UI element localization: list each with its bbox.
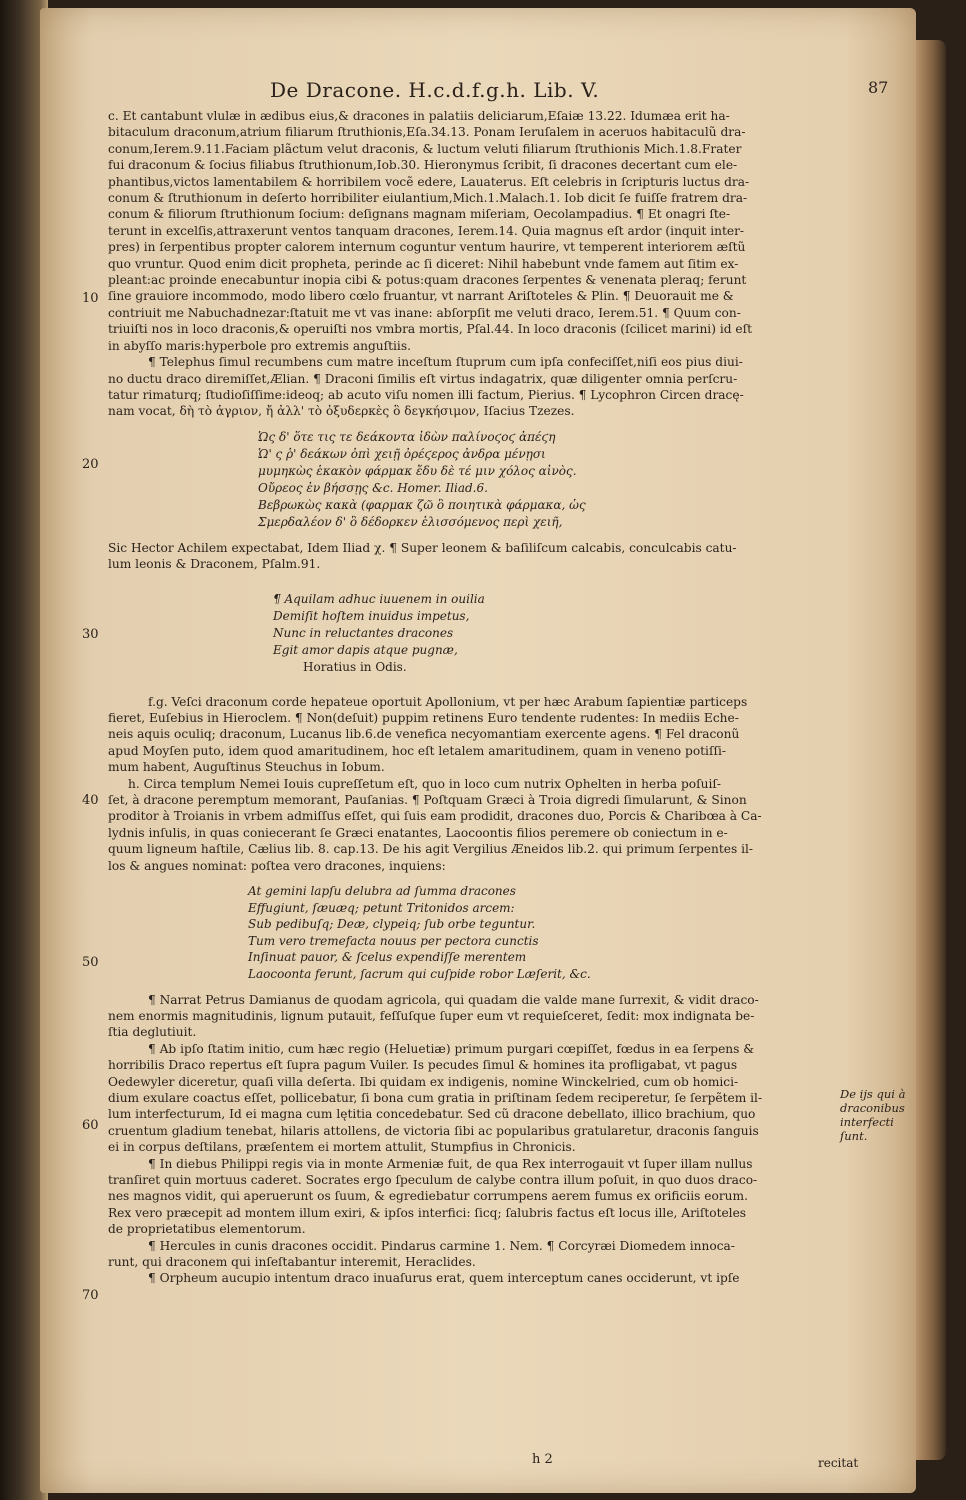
page-edge (916, 40, 946, 1460)
text-line: tranſiret quin mortuus caderet. Socrates ergo ſpeculum de calybe contra illum poſuit, in quo duos draco- (108, 1173, 758, 1188)
verse-line: ¶ Aquilam adhuc iuuenem in ouilia (273, 591, 485, 606)
paragraph-4 (108, 694, 828, 776)
verse-line: μυμηκὼς ἑκακὸν φάρμακ ἔδυ δὲ τέ μιν χόλος αἰνὸς. (258, 463, 577, 478)
text-line: tatur rimaturq; ſtudioſiſſime:ideoq; ab acuto viſu nomen illi factum, Pierius. ¶ Lycophron Circen dracę- (108, 387, 744, 402)
text-line: dium exulare coactus eſſet, pollicebatur, ſi bona cum gratia in priſtinam ſedem reciperetur, ſe ſerpẽtem il- (108, 1091, 763, 1105)
text-line: bitaculum draconum,atrium filiarum ſtruthionis,Eſa.34.13. Ponam Ieruſalem in aceruos habitaculũ dra- (108, 125, 746, 140)
line-number: 50 (82, 955, 99, 970)
spacer (108, 676, 828, 694)
paragraph-10 (108, 1270, 828, 1286)
text-line: fui draconum & ſocius filiabus ſtruthionum,Iob.30. Hieronymus ſcribit, ſi dracones decertant cum ele- (108, 158, 738, 173)
verse-line: Inſinuat pauor, & ſcelus expendiſſe merentem (248, 950, 527, 965)
text-line: ſet, à dracone peremptum memorant, Pauſanias. ¶ Poſtquam Græci à Troia digredi ſimularunt, & Sinon (108, 792, 747, 807)
text-line: conum & filiorum ſtruthionum ſocium: deſignans magnam miſeriam, Oecolampadius. ¶ Et onagri ſte- (108, 207, 731, 222)
text-line: ei in corpus deſtilans, præſentem ei mortem attulit, Stumpfius in Chronicis. (108, 1140, 576, 1155)
verse-line: At gemini lapſu delubra ad ſumma dracones (248, 884, 516, 898)
text-line: phantibus,victos lamentabilem & horribilem vocẽ edere, Lauaterus. Eſt celebris in ſcripturis luctus dra- (108, 174, 750, 189)
spacer (108, 531, 828, 540)
text-line: contriuit me Nabuchadnezar:ſtatuit me vt vas inane: abſorpſit me veluti draco, Ierem.51. ¶ Quum con- (108, 305, 741, 320)
paragraph-6 (108, 992, 828, 1041)
paragraph-3 (108, 540, 828, 573)
text-line: in abyſſo maris:hyperbole pro extremis anguſtiis. (108, 338, 411, 353)
line-number: 60 (82, 1118, 99, 1133)
text-line: h. Circa templum Nemei Iouis cupreſſetum eſt, quo in loco cum nutrix Ophelten in herba poſuiſ- (128, 776, 721, 791)
text-line: ſtia deglutiuit. (108, 1025, 197, 1040)
text-line: nem enormis magnitudinis, lignum putauit, feſſuſque ſuper eum vt requieſceret, ſedit: mox indignata be- (108, 1008, 755, 1023)
verse-line: Tum vero tremefacta nouus per pectora cunctis (248, 933, 539, 948)
text-line: los & angues nominat: poſtea vero dracones, inquiens: (108, 858, 446, 873)
text-line: fieret, Euſebius in Hieroclem. ¶ Non(deſuit) puppim retinens Euro tendente rudentes: In mediis Eche- (108, 710, 739, 725)
greek-verse (108, 429, 828, 531)
paragraph-1 (108, 108, 828, 354)
running-title: De Dracone. H.c.d.f.g.h. Lib. V. (270, 78, 600, 102)
text-line: ¶ Narrat Petrus Damianus de quodam agricola, qui quadam die valde mane ſurrexit, & vidit draco- (148, 992, 759, 1007)
paragraph-2 (108, 354, 828, 420)
spacer (108, 573, 828, 591)
text-line: lum leonis & Draconem, Pſalm.91. (108, 557, 321, 572)
text-line: ¶ Ab ipſo ſtatim initio, cum hæc regio (Heluetiæ) primum purgari cœpiſſet, fœdus in ea ſerpens & (148, 1041, 755, 1056)
text-line: no ductu draco diremiſſet,Ælian. ¶ Draconi ſimilis eſt virtus indagatrix, quæ diligenter omnia perſcru- (108, 371, 738, 386)
margin-note: De ijs qui à draconibus interfecti ſunt. (840, 1087, 906, 1143)
verse-line: Ὡς δ' ὅτε τις τε δεάκοντα ἰδὼν παλίνοϛοϛ ἀπέϛη (258, 429, 556, 444)
text-line: terunt in excelſis,attraxerunt ventos tanquam dracones, Ierem.14. Quia magnus eſt ardor (inquit inter- (108, 223, 745, 238)
spacer (108, 874, 828, 883)
paragraph-9 (108, 1238, 828, 1271)
virgil-verse (108, 883, 828, 983)
text-line: neis aquis oculiq; draconum, Lucanus lib.6.de venefica necyomantiam exercente agens. ¶ Fel draconũ (108, 727, 740, 742)
verse-line: Nunc in reluctantes dracones (273, 625, 454, 640)
text-line: horribilis Draco repertus eſt ſupra pagum Vuiler. Is pecudes ſimul & homines ita profligabat, vt pagus (108, 1058, 738, 1073)
text-line: f.g. Veſci draconum corde hepateue oportuit Apollonium, vt per hæc Arabum ſapientiæ particeps (148, 694, 748, 709)
spacer (108, 420, 828, 429)
verse-line: Demiſit hoſtem inuidus impetus, (273, 608, 470, 623)
verse-line: Effugiunt, ſæuæq; petunt Tritonidos arcem: (248, 900, 515, 915)
line-number: 30 (82, 627, 99, 642)
spacer (108, 983, 828, 992)
text-line: proditor à Troianis in vrbem admiſſus eſſet, qui ſuis eam prodidit, dracones duo, Porcis & Charibœa à Ca- (108, 809, 762, 824)
text-line: Sic Hector Achilem expectabat, Idem Iliad χ. ¶ Super leonem & baſiliſcum calcabis, conculcabis catu- (108, 540, 737, 555)
line-number: 70 (82, 1288, 99, 1303)
verse-line: Sub pedibuſq; Deæ, clypeiq; ſub orbe teguntur. (248, 917, 536, 932)
body-text (108, 108, 828, 1287)
line-number: 40 (82, 793, 99, 808)
text-line: de proprietatibus elementorum. (108, 1222, 306, 1237)
catchword: recitat (818, 1456, 859, 1470)
text-line: pleant:ac proinde enecabuntur inopia cibi & potus:quam dracones ſerpentes & venenata pleraq; ferunt (108, 273, 747, 288)
verse-line: Ὡ' ς ῥ' δεάκων ὀπὶ χειῇ ὀρέϛερος ἀνδρα μένῃσι (258, 446, 546, 461)
folio-number: 87 (868, 78, 889, 97)
verse-line: Egit amor dapis atque pugnæ, (273, 642, 458, 657)
text-line: cruentum gladium tenebat, hilaris attollens, de victoria ſibi ac popularibus gratularetur, draconis ſanguis (108, 1123, 759, 1138)
text-line: triuiſti nos in loco draconis,& operuiſti nos vmbra mortis, Pſal.44. In loco draconis (ſcilicet marini) id eſt (108, 322, 753, 337)
text-line: lydnis inſulis, in quas coniecerant ſe Græci enatantes, Laocoontis filios peremere ob coniectum in e- (108, 825, 728, 840)
text-line: nam vocat, δὴ τὸ ἀγριον, ἤ ἀλλ' τὸ ὀξυδερκὲς ὃ δεγκήσιμον, Iſacius Tzezes. (108, 404, 575, 419)
text-line: Oedewyler diceretur, quaſi villa deſerta. Ibi quidam ex indigenis, nomine Winckelried, cum ob homici- (108, 1074, 739, 1089)
text-line: quum ligneum haſtile, Cælius lib. 8. cap.13. De his agit Vergilius Æneidos lib.2. qui primum ſerpentes il- (108, 842, 753, 857)
text-line: apud Moyſen puto, idem quod amaritudinem, hoc eſt letalem amaritudinem, quam in veneno potiſſi- (108, 743, 726, 758)
text-line: c. Et cantabunt vlulæ in ædibus eius,& dracones in palatiis deliciarum,Eſaiæ 13.22. Idumæa erit ha- (108, 109, 730, 123)
verse-line: Laocoonta ferunt, ſacrum qui cuſpide robor Læſerit, &c. (248, 966, 591, 981)
text-line: nes magnos vidit, qui aperuerunt os ſuum, & egrediebatur corrumpens aerem fumus ex orificiis eorum. (108, 1189, 748, 1204)
paragraph-5 (108, 776, 828, 874)
text-line: quo vruntur. Quod enim dicit propheta, perinde ac ſi diceret: Nihil habebunt vnde famem aut ſitim ex- (108, 256, 739, 271)
text-line: ¶ Orpheum aucupio intentum draco inuaſurus erat, quem interceptum canes occiderunt, vt ipſe (148, 1271, 740, 1286)
verse-line: Σμερδαλέον δ' ὃ δέδορκεν ἑλισσόμενος περὶ χειῆ, (258, 514, 563, 529)
text-line: ¶ Hercules in cunis dracones occidit. Pindarus carmine 1. Nem. ¶ Corcyræi Diomedem innoca- (148, 1238, 735, 1253)
line-number: 10 (82, 291, 99, 306)
text-line: mum habent, Auguſtinus Steuchus in Iobum. (108, 760, 385, 775)
paragraph-7 (108, 1041, 828, 1156)
text-line: conum & ſtruthionum in deſerto horribiliter eiulantium,Mich.1.Malach.1. Iob dicit ſe fuiſſe fratrem dra- (108, 191, 748, 206)
text-line: pres) in ſerpentibus propter calorem internum coguntur ventum haurire, vt temperent interiorem æſtũ (108, 240, 746, 255)
verse-line: Βεβρωκὼς κακὰ (φαρμακ ζῶ ὃ ποιητικὰ φάρμακα, ὡς (258, 497, 586, 512)
verse-line: Οὔρεος ἐν βήσσῃς &c. Homer. Iliad.6. (258, 480, 488, 495)
text-line: ¶ In diebus Philippi regis via in monte Armeniæ fuit, de qua Rex interrogauit vt ſuper illam nullus (148, 1156, 753, 1171)
paragraph-8 (108, 1156, 828, 1238)
text-line: lum interfecturum, Id ei magna cum lętitia concedebatur. Sed cũ dracone debellato, illico brachium, quo (108, 1107, 756, 1122)
horace-verse (108, 591, 828, 676)
verse-attribution: Horatius in Odis. (303, 659, 407, 674)
text-line: ¶ Telephus ſimul recumbens cum matre inceſtum ſtuprum cum ipſa confeciſſet,niſi eos pius diui- (148, 355, 743, 370)
signature-mark: h 2 (532, 1452, 553, 1467)
text-line: runt, qui draconem qui inſeſtabantur interemit, Heraclides. (108, 1255, 476, 1270)
text-line: Rex vero præcepit ad montem illum exiri, & ipſos interfici: ſicq; ſalubris factus eſt locus ille, Ariſtoteles (108, 1205, 747, 1220)
text-line: conum,Ierem.9.11.Faciam plãctum velut draconis, & luctum veluti filiarum ſtruthionis Mich.1.8.Frater (108, 141, 742, 156)
line-number: 20 (82, 457, 99, 472)
text-line: ſine grauiore incommodo, modo libero cœlo fruantur, vt narrant Ariſtoteles & Plin. ¶ Deuorauit me & (108, 289, 734, 304)
